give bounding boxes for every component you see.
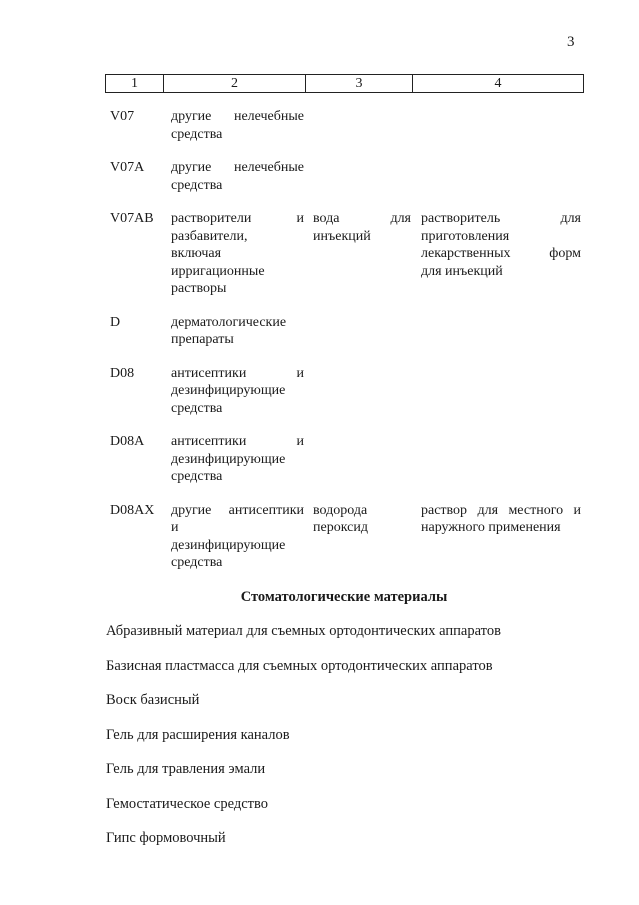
atc-group-name-line: ирригационные — [171, 263, 265, 279]
column-header-3: 3 — [306, 75, 413, 93]
table-row — [105, 502, 583, 572]
atc-group-name — [168, 108, 310, 143]
atc-group-name-line: и — [171, 520, 179, 535]
table-row — [105, 108, 583, 143]
materials-list — [106, 622, 584, 864]
active-substance — [310, 502, 416, 537]
atc-group-name — [168, 314, 310, 349]
atc-group-name-line: разбавители, — [171, 228, 248, 244]
material-item: Воск базисный — [106, 692, 200, 708]
dosage-form-line: приготовления — [421, 228, 510, 244]
atc-group-name — [168, 502, 310, 572]
atc-group-name-line: дерматологические — [171, 314, 287, 330]
atc-group-name-line: включая — [171, 246, 222, 261]
atc-group-name — [168, 159, 310, 194]
atc-code: D08 — [110, 365, 135, 381]
section-title: Стоматологические материалы — [240, 589, 448, 605]
material-item: Гипс формовочный — [106, 830, 226, 846]
atc-group-name — [168, 210, 310, 298]
dosage-form — [416, 210, 581, 280]
dosage-form-line: для инъекций — [421, 263, 503, 279]
table-row — [105, 159, 583, 194]
active-substance-line: водорода — [313, 502, 368, 518]
atc-code: D08AX — [110, 502, 155, 518]
material-item: Абразивный материал для съемных ортодонтических аппаратов — [106, 623, 501, 639]
dosage-form-line: растворитель для — [421, 211, 581, 226]
atc-group-name-line: препараты — [171, 332, 234, 347]
material-item: Гель для травления эмали — [106, 761, 266, 777]
material-item: Гемостатическое средство — [106, 795, 269, 812]
atc-group-name-line: дезинфицирующие — [171, 537, 286, 553]
column-header-table — [105, 74, 584, 93]
atc-group-name — [168, 433, 310, 486]
atc-group-name-line: дезинфицирующие — [171, 383, 286, 398]
atc-group-name-line: средства — [171, 177, 223, 193]
column-header-4: 4 — [413, 75, 584, 93]
table-row — [105, 433, 583, 486]
active-substance — [310, 210, 416, 245]
table-row — [105, 210, 583, 298]
dosage-form-line: наружного применения — [421, 520, 561, 535]
material-item: Базисная пластмасса для съемных ортодонтических аппаратов — [106, 657, 493, 674]
atc-group-name-line: растворы — [171, 281, 227, 296]
atc-group-name-line: средства — [171, 126, 223, 142]
atc-code: D — [110, 314, 121, 330]
atc-group-name-line: средства — [171, 469, 223, 484]
active-substance-line: инъекций — [313, 228, 371, 244]
active-substance-line: пероксид — [313, 520, 368, 535]
atc-group-name-line: другие нелечебные — [171, 109, 304, 124]
dosage-form-line: раствор для местного и — [421, 502, 581, 518]
dosage-form-line: лекарственных форм — [421, 246, 581, 261]
atc-code: D08A — [110, 434, 145, 449]
table-row — [105, 314, 583, 349]
atc-group-name-line: дезинфицирующие — [171, 451, 286, 467]
atc-group-name — [168, 365, 310, 418]
atc-group-name-line: антисептики и — [171, 365, 304, 381]
atc-group-name-line: средства — [171, 555, 223, 570]
active-substance-line: вода для — [313, 211, 411, 226]
column-header-2: 2 — [164, 75, 306, 93]
atc-group-name-line: средства — [171, 400, 223, 416]
classification-rows — [105, 108, 583, 588]
atc-code: V07A — [110, 160, 145, 175]
atc-group-name-line: другие нелечебные — [171, 160, 304, 175]
atc-group-name-line: другие антисептики — [171, 502, 304, 518]
atc-group-name-line: растворители и — [171, 211, 304, 226]
column-header-1: 1 — [106, 75, 164, 93]
column-header-row — [106, 75, 584, 93]
dosage-form — [416, 502, 581, 537]
page-number: 3 — [567, 34, 575, 50]
table-row — [105, 365, 583, 418]
atc-code: V07AB — [110, 211, 154, 226]
atc-group-name-line: антисептики и — [171, 434, 304, 449]
material-item: Гель для расширения каналов — [106, 726, 290, 743]
atc-code: V07 — [110, 109, 135, 124]
